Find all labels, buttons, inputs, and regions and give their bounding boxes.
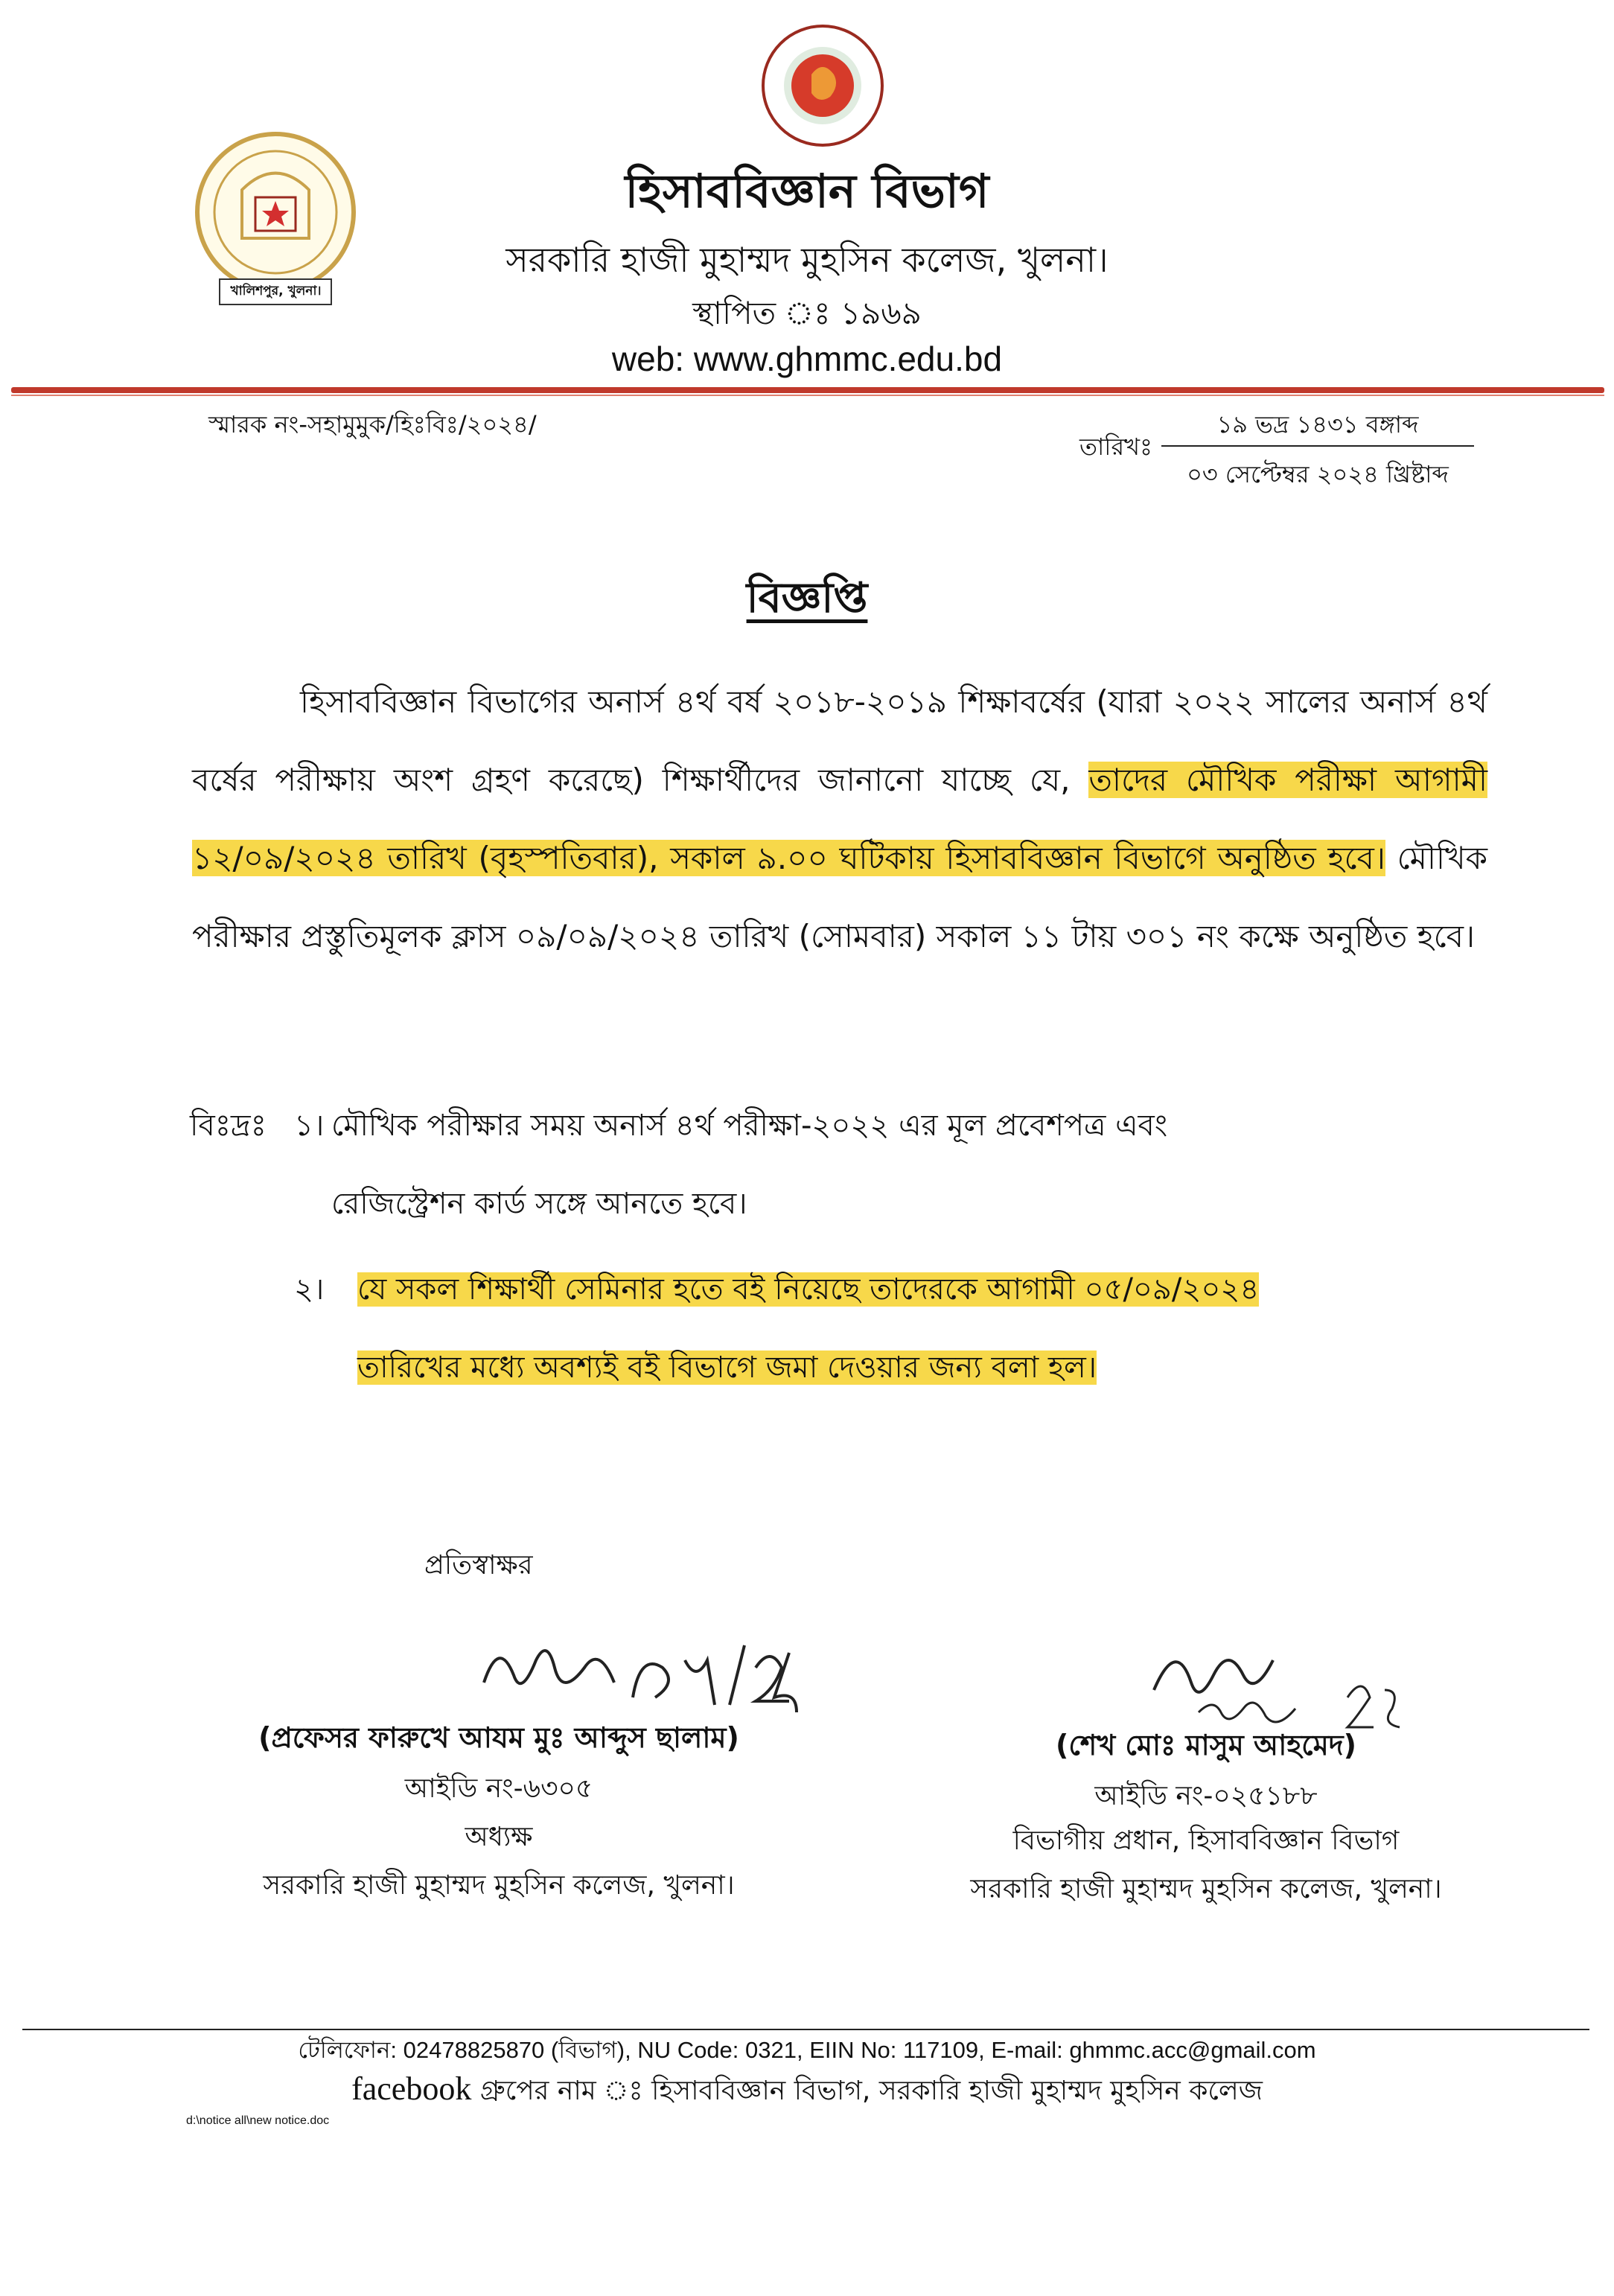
college-logo-caption: খালিশপুর, খুলনা। — [230, 284, 322, 299]
facebook-group-name: গ্রুপের নাম ঃ হিসাববিজ্ঞান বিভাগ, সরকারি হাজী মুহাম্মদ মুহসিন কলেজ — [471, 2076, 1263, 2106]
body-highlighted-text: তাদের মৌখিক পরীক্ষা আগামী ১২/০৯/২০২৪ তারিখ (বৃহস্পতিবার), সকাল ৯.০০ ঘটিকায় হিসাববিজ্ঞান বিভাগে অনুষ্ঠিত হবে। — [192, 762, 1487, 876]
department-head-college: সরকারি হাজী মুহাম্মদ মুহসিন কলেজ, খুলনা। — [970, 1874, 1442, 1904]
footer-facebook-group — [0, 2070, 1614, 2115]
note-1-number: ১। — [294, 1109, 325, 1143]
principal-id: আইডি নং-৬৩০৫ — [404, 1773, 593, 1804]
notice-title: বিজ্ঞপ্তি — [746, 574, 868, 622]
date-divider — [1161, 445, 1474, 447]
header-divider — [11, 387, 1604, 393]
date-label: তারিখঃ — [1079, 433, 1153, 461]
principal-title: অধ্যক্ষ — [465, 1822, 533, 1852]
department-head-name: (শেখ মোঃ মাসুম আহমেদ) — [1055, 1729, 1357, 1761]
principal-college: সরকারি হাজী মুহাম্মদ মুহসিন কলেজ, খুলনা। — [263, 1870, 735, 1901]
note-2-number: ২। — [294, 1272, 325, 1307]
website-link[interactable]: web: www.ghmmc.edu.bd — [611, 339, 1003, 378]
established-year: স্থাপিত ঃ ১৯৬৯ — [692, 295, 922, 331]
footer-divider — [22, 2029, 1589, 2030]
body-text-part2: মৌখিক পরীক্ষার প্রস্তুতিমূলক ক্লাস ০৯/০৯/২০২৪ তারিখ (সোমবার) সকাল ১১ টায় ৩০১ নং কক্ষে অনুষ্ঠিত হবে। — [192, 840, 1487, 954]
note-1-line-2: রেজিস্ট্রেশন কার্ড সঙ্গে আনতে হবে। — [331, 1187, 747, 1221]
college-name: সরকারি হাজী মুহাম্মদ মুহসিন কলেজ, খুলনা। — [505, 240, 1109, 280]
note-2-line-2-text: তারিখের মধ্যে অবশ্যই বই বিভাগে জমা দেওয়ার জন্য বলা হল। — [357, 1351, 1097, 1385]
notice-body — [192, 663, 1487, 975]
note-2-line-1-text: যে সকল শিক্ষার্থী সেমিনার হতে বই নিয়েছে তাদেরকে আগামী ০৫/০৯/২০২৪ — [357, 1272, 1260, 1307]
note-2-line-2 — [357, 1344, 1097, 1394]
date-bangla: ১৯ ভদ্র ১৪৩১ বঙ্গাব্দ — [1216, 410, 1419, 439]
facebook-word: facebook — [351, 2070, 472, 2107]
note-label: বিঃদ্রঃ — [190, 1109, 267, 1143]
countersign-label: প্রতিস্বাক্ষর — [424, 1550, 533, 1581]
principal-name: (প্রফেসর ফারুখে আযম মুঃ আব্দুস ছালাম) — [258, 1721, 739, 1754]
file-path: d:\notice all\new notice.doc — [186, 2114, 330, 2127]
note-2-line-1 — [357, 1266, 1259, 1316]
date-english: ০৩ সেপ্টেম্বর ২০২৪ খ্রিষ্টাব্দ — [1187, 460, 1449, 488]
memo-number: স্মারক নং-সহামুমুক/হিঃবিঃ/২০২৪/ — [208, 410, 537, 439]
note-1-line-1: মৌখিক পরীক্ষার সময় অনার্স ৪র্থ পরীক্ষা-২০২২ এর মূল প্রবেশপত্র এবং — [331, 1109, 1168, 1143]
body-text-part1: হিসাববিজ্ঞান বিভাগের অনার্স ৪র্থ বর্ষ ২০১৮-২০১৯ শিক্ষাবর্ষের (যারা ২০২২ সালের অনার্স ৪র্থ বর্ষের পরীক্ষায় অংশ গ্রহণ করেছে) শিক্ষার্থীদের জানানো যাচ্ছে যে, — [192, 683, 1487, 798]
department-head-title: বিভাগীয় প্রধান, হিসাববিজ্ঞান বিভাগ — [1012, 1825, 1400, 1856]
department-head-id: আইডি নং-০২৫১৮৮ — [1094, 1781, 1318, 1811]
government-seal — [759, 22, 886, 149]
header-divider-shadow — [11, 395, 1604, 396]
department-name: হিসাববিজ্ঞান বিভাগ — [625, 164, 989, 218]
footer-contact-info: টেলিফোন: 02478825870 (বিভাগ), NU Code: 0321, EIIN No: 117109, E-mail: ghmmc.acc@gmail.com — [298, 2037, 1316, 2063]
